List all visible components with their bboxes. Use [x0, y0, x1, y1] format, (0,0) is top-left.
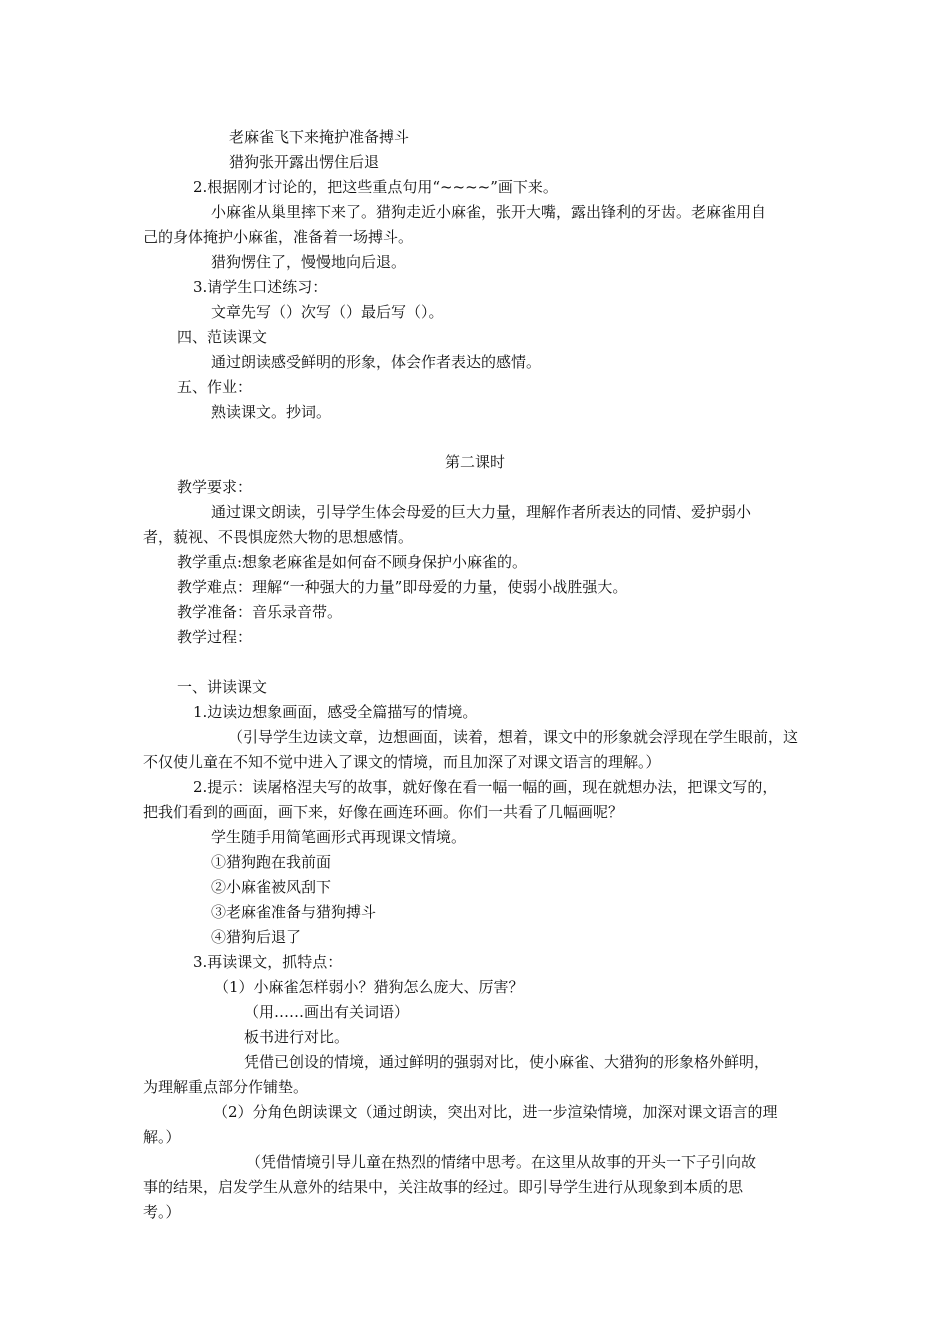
text-line: 事的结果，启发学生从意外的结果中，关注故事的经过。即引导学生进行从现象到本质的思 [143, 1178, 744, 1196]
text-line: 为理解重点部分作铺垫。 [143, 1078, 309, 1096]
text-line: 教学难点：理解“一种强大的力量”即母爱的力量，使弱小战胜强大。 [177, 578, 628, 596]
text-line: 3.请学生口述练习： [193, 278, 328, 296]
text-line: 不仅使儿童在不知不觉中进入了课文的情境，而且加深了对课文语言的理解。） [143, 753, 661, 771]
text-line: 2.根据刚才讨论的，把这些重点句用“~~~~”画下来。 [193, 178, 558, 196]
text-line: 教学要求： [177, 478, 253, 496]
text-line: 2.提示：读屠格涅夫写的故事，就好像在看一幅一幅的画，现在就想办法，把课文写的， [193, 778, 778, 796]
text-line: 己的身体掩护小麻雀，准备着一场搏斗。 [143, 228, 414, 246]
text-line: （引导学生边读文章，边想画面，读着，想着，课文中的形象就会浮现在学生眼前，这 [228, 728, 799, 746]
text-line: 老麻雀飞下来掩护准备搏斗 [229, 128, 410, 146]
section-heading: 四、范读课文 [177, 328, 268, 346]
list-item: ①猎狗跑在我前面 [211, 853, 332, 871]
text-line: 教学重点:想象老麻雀是如何奋不顾身保护小麻雀的。 [177, 553, 528, 571]
text-line: 解。） [143, 1128, 181, 1146]
text-line: 把我们看到的画面，画下来，好像在画连环画。你们一共看了几幅画呢？ [143, 803, 624, 821]
text-line: 猎狗张开露出愣住后退 [229, 153, 380, 171]
text-line: 教学过程： [177, 628, 253, 646]
text-line: 教学准备：音乐录音带。 [177, 603, 343, 621]
list-item: ③老麻雀准备与猎狗搏斗 [211, 903, 377, 921]
text-line: 考。） [143, 1203, 181, 1221]
text-line: 通过朗读感受鲜明的形象，体会作者表达的感情。 [211, 353, 542, 371]
text-line: 板书进行对比。 [244, 1028, 350, 1046]
text-line: 熟读课文。抄词。 [211, 403, 332, 421]
text-line: （凭借情境引导儿童在热烈的情绪中思考。在这里从故事的开头一下子引向故 [246, 1153, 757, 1171]
text-line: 1.边读边想象画面，感受全篇描写的情境。 [193, 703, 478, 721]
section-heading: 一、讲读课文 [177, 678, 268, 696]
list-item: ④猎狗后退了 [211, 928, 302, 946]
lesson-title: 第二课时 [444, 453, 505, 471]
section-heading: 五、作业： [177, 378, 253, 396]
text-line: 者，藐视、不畏惧庞然大物的思想感情。 [143, 528, 414, 546]
text-line: （1）小麻雀怎样弱小？猎狗怎么庞大、厉害？ [214, 978, 524, 996]
text-line: 凭借已创设的情境，通过鲜明的强弱对比，使小麻雀、大猎狗的形象格外鲜明， [244, 1053, 770, 1071]
text-line: 通过课文朗读，引导学生体会母爱的巨大力量，理解作者所表达的同情、爱护弱小 [211, 503, 752, 521]
list-item: ②小麻雀被风刮下 [211, 878, 332, 896]
text-line: 文章先写（）次写（）最后写（）。 [211, 303, 444, 321]
text-line: （2）分角色朗读课文（通过朗读，突出对比，进一步渲染情境，加深对课文语言的理 [213, 1103, 778, 1121]
text-line: 猎狗愣住了，慢慢地向后退。 [211, 253, 407, 271]
text-line: 学生随手用简笔画形式再现课文情境。 [211, 828, 467, 846]
text-line: （用……画出有关词语） [244, 1003, 410, 1021]
text-line: 3.再读课文，抓特点： [193, 953, 343, 971]
text-line: 小麻雀从巢里摔下来了。猎狗走近小麻雀，张开大嘴，露出锋利的牙齿。老麻雀用自 [211, 203, 767, 221]
